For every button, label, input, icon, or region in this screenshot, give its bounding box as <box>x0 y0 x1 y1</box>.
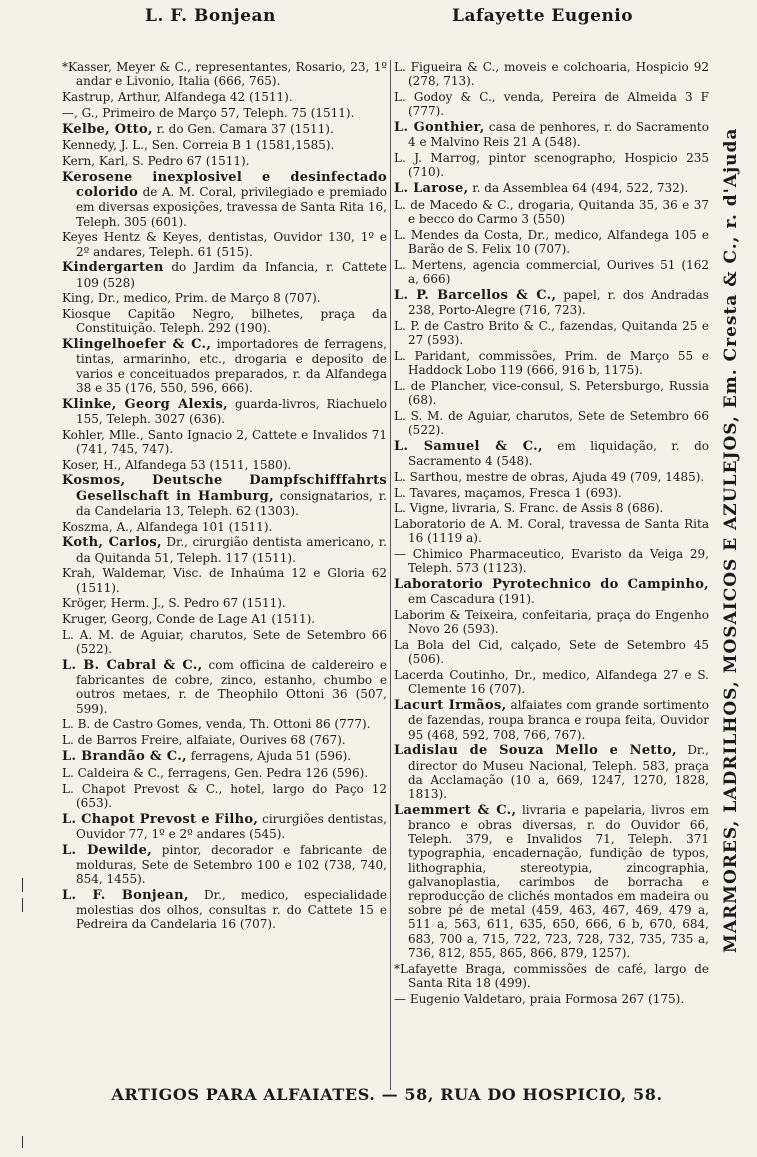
left-column <box>62 60 387 933</box>
entry-text: L. Chapot Prevost & C., hotel, largo do Paço 12 (653). <box>62 781 387 810</box>
directory-entry <box>62 230 387 258</box>
directory-entry <box>394 577 709 606</box>
entry-text: Dr., medico, especialidade molestias dos olhos, consultas r. do Cattete 15 e Pedreira da Candelaria 16 (707). <box>76 887 387 932</box>
directory-entry <box>62 291 387 305</box>
entry-text: pintor, decorador e fabricante de molduras, Sete de Setembro 100 e 102 (738, 740, 854, 1455). <box>76 842 387 886</box>
directory-entry <box>394 470 709 484</box>
entry-name: Klinke, Georg Alexis, <box>62 396 228 412</box>
entry-text: Kohler, Mlle., Santo Ignacio 2, Cattete e Invalidos 71 (741, 745, 747). <box>62 427 387 456</box>
right-column <box>394 60 709 1007</box>
entry-text: Kröger, Herm. J., S. Pedro 67 (1511). <box>62 596 286 611</box>
entry-text: Kastrup, Arthur, Alfandega 42 (1511). <box>62 90 293 104</box>
entry-text: alfaiates com grande sortimento de fazendas, roupa branca e roupa feita, Ouvidor 95 (468, 592, 708, 766, 767). <box>408 698 709 742</box>
entry-text: Laborim & Teixeira, confeitaria, praça do Engenho Novo 26 (593). <box>394 608 709 637</box>
directory-entry <box>62 812 387 841</box>
entry-text: Kern, Karl, S. Pedro 67 (1511). <box>62 154 250 169</box>
entry-text: L. J. Marrog, pintor scenographo, Hospicio 235 (710). <box>394 151 709 180</box>
directory-entry <box>394 319 709 347</box>
directory-entry <box>394 486 709 500</box>
entry-text: em liquidação, r. do Sacramento 4 (548). <box>408 438 709 468</box>
entry-text: r. do Gen. Camara 37 (1511). <box>156 121 334 136</box>
entry-text: L. Godoy & C., venda, Pereira de Almeida 3 F (777). <box>394 90 709 119</box>
entry-name: Ladislau de Souza Mello e Netto, <box>394 743 677 759</box>
entry-text: L. Vigne, livraria, S. Franc. de Assis 8 (686). <box>394 501 664 516</box>
directory-entry <box>394 803 709 960</box>
entry-name: L. P. Barcellos & C., <box>394 287 557 303</box>
directory-entry <box>62 154 387 168</box>
entry-text: *Kasser, Meyer & C., representantes, Rosario, 23, 1º andar e Livonio, Italia (666, 765). <box>62 60 387 89</box>
entry-name: Kelbe, Otto, <box>62 121 153 137</box>
entry-text: Lacerda Coutinho, Dr., medico, Alfandega 27 e S. Clemente 16 (707). <box>394 668 709 697</box>
directory-entry <box>62 766 387 780</box>
entry-text: King, Dr., medico, Prim. de Março 8 (707). <box>62 291 321 306</box>
entry-text: cirurgiões dentistas, Ouvidor 77, 1º e 2º andares (545). <box>76 811 387 841</box>
directory-entry <box>62 170 387 229</box>
footer-advertisement: ARTIGOS PARA ALFAIATES. — 58, RUA DO HOSPICIO, 58. <box>111 1085 663 1104</box>
directory-entry <box>394 517 709 545</box>
directory-entry <box>62 658 387 716</box>
margin-mark <box>22 898 23 912</box>
directory-entry <box>62 596 387 610</box>
directory-entry <box>62 458 387 472</box>
entry-text: Laboratorio de A. M. Coral, travessa de Santa Rita 16 (1119 a). <box>394 517 709 546</box>
entry-text: L. Mendes da Costa, Dr., medico, Alfandega 105 e Barão de S. Felix 10 (707). <box>394 227 709 256</box>
entry-text: ferragens, Ajuda 51 (596). <box>190 748 352 763</box>
entry-text: L. B. de Castro Gomes, venda, Th. Ottoni 86 (777). <box>62 717 371 732</box>
directory-entry <box>62 138 387 152</box>
column-divider <box>390 60 391 1090</box>
directory-entry <box>62 60 387 88</box>
entry-text: r. da Assemblea 64 (494, 522, 732). <box>472 181 689 195</box>
directory-entry <box>62 566 387 594</box>
directory-entry <box>62 90 387 104</box>
entry-text: livraria e papelaria, livros em branco e obras diversas, r. do Ouvidor 66, Teleph. 379, e Invalidos 71, Teleph. 371 typographia, encadernação, fundição de typos, lithographia, stereotypia, zincographia, galvanoplastia, carimbos de borracha e reproducção de clichés montados em madeira ou sobre pé de metal (459, 463, 467, 469, 479 a, 511 a, 563, 611, 635, 650, 666, 6 b, 670, 684, 683, 700 a, 715, 722, 723, 728, 732, 735, 735 a, 736, 812, 855, 865, 866, 879, 1257). <box>408 802 709 960</box>
directory-entry <box>394 698 709 742</box>
side-advertisement: MARMORES, LADRILHOS, MOSAICOS E AZULEJOS, Em. Cresta & C., r. d'Ajuda <box>721 127 741 953</box>
entry-text: L. de Barros Freire, alfaiate, Ourives 68 (767). <box>62 733 346 748</box>
directory-entry <box>394 409 709 437</box>
entry-text: *Lafayette Braga, commissões de café, largo de Santa Rita 18 (499). <box>394 961 709 990</box>
directory-entry <box>394 258 709 286</box>
entry-text: do Jardim da Infancia, r. Cattete 109 (528) <box>76 260 387 290</box>
entry-text: Kennedy, J. L., Sen. Correia B 1 (1581,1585). <box>62 138 335 153</box>
directory-entry <box>394 349 709 377</box>
directory-entry <box>62 122 387 137</box>
entry-text: de A. M. Coral, privilegiado e premiado em diversas exposições, travessa de Santa Rita 16, Teleph. 305 (601). <box>76 185 387 229</box>
entry-text: L. A. M. de Aguiar, charutos, Sete de Setembro 66 (522). <box>62 627 387 657</box>
directory-entry <box>62 733 387 747</box>
entry-text: L. Caldeira & C., ferragens, Gen. Pedra 126 (596). <box>62 765 369 780</box>
entry-name: Laboratorio Pyrotechnico do Campinho, <box>394 577 709 593</box>
entry-text: casa de penhores, r. do Sacramento 4 e Malvino Reis 21 A (548). <box>408 120 709 150</box>
entry-text: L. Paridant, commissões, Prim. de Março 55 e Haddock Lobo 119 (666, 916 b, 1175). <box>394 348 709 377</box>
entry-text: importadores de ferragens, tintas, armarinho, etc., drogaria e deposito de varios e conceituados preparados, r. da Alfandega 38 e 35 (176, 550, 596, 666). <box>76 337 387 395</box>
directory-entry <box>394 288 709 317</box>
entry-text: Kiosque Capitão Negro, bilhetes, praça da Constituição. Teleph. 292 (190). <box>62 307 387 336</box>
directory-entry <box>62 473 387 518</box>
entry-name: L. Brandão & C., <box>62 748 187 764</box>
directory-entry <box>394 181 709 196</box>
entry-text: —, G., Primeiro de Março 57, Teleph. 75 (1511). <box>62 105 355 120</box>
directory-entry <box>394 439 709 468</box>
header-right: Lafayette Eugenio <box>452 6 634 26</box>
entry-text: consignatarios, r. da Candelaria 13, Teleph. 62 (1303). <box>76 488 387 518</box>
entry-name: L. Chapot Prevost e Filho, <box>62 811 259 827</box>
entry-text: guarda-livros, Riachuelo 155, Teleph. 3027 (636). <box>76 396 387 426</box>
directory-entry <box>394 962 709 990</box>
directory-entry <box>62 260 387 289</box>
directory-entry <box>62 428 387 456</box>
entry-name: L. Gonthier, <box>394 120 485 135</box>
directory-entry <box>62 106 387 120</box>
directory-entry <box>62 782 387 810</box>
directory-entry <box>394 151 709 179</box>
entry-text: Kruger, Georg, Conde de Lage A1 (1511). <box>62 612 316 627</box>
directory-entry <box>394 228 709 256</box>
entry-name: Kosmos, Deutsche Dampfschifffahrts Gesellschaft in Hamburg, <box>62 473 387 504</box>
entry-text: — Eugenio Valdetaro, praia Formosa 267 (175). <box>394 991 685 1006</box>
entry-text: La Bola del Cid, calçado, Sete de Setembro 45 (506). <box>394 638 709 667</box>
directory-entry <box>394 198 709 226</box>
entry-text: L. Figueira & C., moveis e colchoaria, Hospicio 92 (278, 713). <box>394 60 709 89</box>
entry-text: Dr., cirurgião dentista americano, r. da Quitanda 51, Teleph. 117 (1511). <box>76 535 387 565</box>
entry-text: em Cascadura (191). <box>408 592 535 607</box>
entry-text: L. S. M. de Aguiar, charutos, Sete de Setembro 66 (522). <box>394 408 709 437</box>
directory-entry <box>394 638 709 666</box>
directory-entry <box>62 749 387 764</box>
directory-entry <box>394 90 709 118</box>
entry-name: Laemmert & C., <box>394 802 517 818</box>
directory-entry <box>394 60 709 88</box>
entry-text: Dr., director do Museu Nacional, Teleph. 583, praça da Acclamação (10 a, 669, 1247, 1270, 1828, 1813). <box>408 743 709 801</box>
entry-text: L. de Plancher, vice-consul, S. Petersburgo, Russia (68). <box>394 378 709 407</box>
entry-name: Kerosene inexplosivel e desinfectado colorido <box>62 169 387 201</box>
directory-entry <box>394 668 709 696</box>
directory-entry <box>62 717 387 731</box>
directory-entry <box>62 843 387 887</box>
directory-entry <box>394 120 709 149</box>
entry-text: L. de Macedo & C., drogaria, Quitanda 35, 36 e 37 e becco do Carmo 3 (550) <box>394 197 709 226</box>
entry-text: L. Mertens, agencia commercial, Ourives 51 (162 a, 666) <box>394 257 709 286</box>
directory-entry <box>62 612 387 626</box>
entry-text: Keyes Hentz & Keyes, dentistas, Ouvidor 130, 1º e 2º andares, Teleph. 61 (515). <box>62 230 387 259</box>
entry-name: Kindergarten <box>62 260 164 276</box>
directory-entry <box>394 743 709 801</box>
entry-name: L. Samuel & C., <box>394 438 543 454</box>
entry-name: Klingelhoefer & C., <box>62 337 212 353</box>
entry-text: Koszma, A., Alfandega 101 (1511). <box>62 519 273 534</box>
entry-name: L. F. Bonjean, <box>62 887 189 903</box>
entry-text: L. Tavares, maçamos, Fresca 1 (693). <box>394 485 622 500</box>
directory-entry <box>62 888 387 932</box>
entry-text: L. Sarthou, mestre de obras, Ajuda 49 (709, 1485). <box>394 469 705 484</box>
entry-text: com officina de caldereiro e fabricantes de cobre, zinco, estanho, chumbo e outros metaes, r. de Theophilo Ottoni 36 (507, 599). <box>76 657 387 716</box>
directory-entry <box>394 992 709 1006</box>
entry-text: — Chimico Pharmaceutico, Evaristo da Veiga 29, Teleph. 573 (1123). <box>394 547 709 576</box>
directory-entry <box>62 397 387 426</box>
directory-entry <box>62 535 387 564</box>
directory-entry <box>62 628 387 656</box>
entry-name: L. Larose, <box>394 181 469 196</box>
directory-entry <box>62 337 387 395</box>
header-left: L. F. Bonjean <box>145 6 276 26</box>
directory-entry <box>62 520 387 534</box>
entry-text: Krah, Waldemar, Visc. de Inhaúma 12 e Gloria 62 (1511). <box>62 566 387 595</box>
directory-entry <box>394 608 709 636</box>
directory-entry <box>394 379 709 407</box>
margin-mark <box>22 1136 23 1148</box>
directory-entry <box>62 307 387 335</box>
entry-name: Koth, Carlos, <box>62 535 162 551</box>
entry-text: L. P. de Castro Brito & C., fazendas, Quitanda 25 e 27 (593). <box>394 318 709 347</box>
directory-entry <box>394 547 709 575</box>
directory-entry <box>394 501 709 515</box>
entry-name: L. Dewilde, <box>62 842 152 858</box>
entry-name: L. B. Cabral & C., <box>62 657 203 673</box>
entry-text: Koser, H., Alfandega 53 (1511, 1580). <box>62 457 292 472</box>
margin-mark <box>22 878 23 892</box>
entry-name: Lacurt Irmãos, <box>394 698 507 714</box>
entry-text: papel, r. dos Andradas 238, Porto-Alegre (716, 723). <box>408 287 709 317</box>
